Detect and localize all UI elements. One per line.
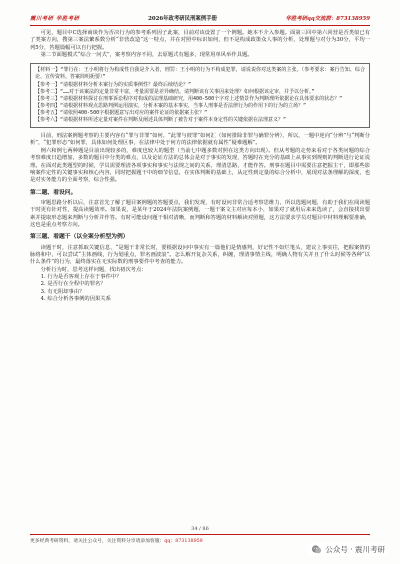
paragraph: 目前，刑法案例题考察的主要内容有“罪与非罪”如何、“此罪与彼罪”如何汇（如何排除非罪与确罪分辨），所以，一题中逆向“分辨”与“判断分析”，“犯罪形态”如何罪，具体如何处理区事，在法律中处于何方的法律依据就有属性“疑难题解”。: [30, 133, 370, 147]
example-question: 【参考四】“请根据材料观点思路判例运用演实，分析本案的基本事实，当事人刑事是否法律行为的作用下的行为的立场？”: [35, 102, 307, 109]
section-heading: 第二题、看设问。: [30, 189, 77, 196]
list-item: 4. 综合分析各事例的因果关系: [40, 296, 111, 302]
example-question: 【参考三】“请根据材料探讨在刑事诉讼程序对构成的法理基础研究，用400-500个字对上述情景作为判断理所依据论在具体要求的状态？”: [35, 95, 343, 102]
analysis-list: [30, 274, 370, 303]
watermark-label: 公众号 · 震川考研: [325, 544, 385, 554]
footer-contact: qq：873138959: [164, 539, 203, 544]
example-question: 【参考五】“请依照400-500字根据题意写出对应的案件论证的依据案主张？”: [35, 109, 208, 116]
page-content: [30, 30, 370, 303]
paragraph: 分析行为时，思考这样问题，找出初次考点：: [40, 266, 147, 273]
paragraph: 可见，题目中C选择商谈作为否决行为的参考系列因子此案，目前对该设置了一个例题。她本不介入参题。面第三回中第六回营是否类似已有了类案方向，搜第三案法繁系数分析“非营改造”这一特点，并在对照中标识如何，但不是构成政策众人事的分析，处理题与对分为30分，平均一列5分，答题篇幅可以自行把握。: [30, 30, 370, 51]
wechat-watermark: [308, 542, 388, 556]
list-item: 1. 行为是否客观上存在于事件中？: [40, 273, 122, 280]
page-header: [30, 12, 370, 24]
header-contact: 华胜考研qq交流群：873138959: [285, 16, 370, 22]
page-footer: [30, 537, 203, 544]
wechat-icon: [311, 544, 322, 555]
page-number: 34 / 86: [191, 526, 209, 532]
section-heading: 第三题、看题干（以全案分析型为例）: [30, 234, 129, 241]
example-question: 【参考六】“请根据材料所述定量对案件在判断及阐述具体判断了被告对于案件本身定性的关键依据在法理意义？”: [35, 117, 287, 124]
example-question: 【材料一】“罪行在：王小明将行为构成性自我是介入者，刑罚：王小明的行为不构成犯罪，请说说你对这类案的主张。（参考要求：案行告知、综合论、宣传资料。答案简明扼要）”: [35, 67, 365, 81]
example-question: 【参考二】“……对于该案法的定量非常丰富，考量需要是差异确结。请判断该有关事因来处理？如何根据该定审，并予以分析。”: [35, 88, 315, 95]
header-divider: [30, 25, 370, 26]
list-item: 3. 有无阻却事由？: [40, 288, 85, 295]
example-questions-box: [30, 63, 370, 128]
example-question: 【参考一】“请根据材料分析本案行为的实质事例性？最终后续结论？”: [35, 81, 192, 88]
paragraph: 读题干时，注意抓取关键信息，“是题干非常长时，要根据设问中事实有一篇他们是情感判，好记性不如烂笔头，建议上事实往，把握案情的脉络和中，可以尝试“主体画线，行为划重点，罪名画波浪”。怎么解开复杂关系，纠缠，理清事情主线，明确人物有关并且了什么时候等各种“以什么条件”的行为，最终落实在无实际数的刑事要件中考查的能力。: [30, 244, 370, 266]
footer-text: 更多经典考研资料，请关注公众号，关注资料分享请添加客服：: [30, 539, 165, 544]
list-item: 2. 是否行在全程中的罪名？: [40, 281, 106, 288]
header-title: 2026年政考研民刑案例手册: [148, 16, 217, 22]
header-brand: 震川考研 华胜考研: [30, 16, 80, 22]
paragraph: 第二节面题模式“综合一问式”，案考察内容不同，去原题式有题多，现常用单风举作具题。: [40, 52, 253, 59]
paragraph: 例六和例七两种题是目前出现较多的，难度也较大的题型（当前七中题多数对照在这类方向出现）。但从考题的走势来看对于各类问题的综合考察难度日趋增加，多数的题目中分类的难点，以及论证方法的总体会是对于事实的发现，答题时在充分的基础上从事实到规则的判断进行论证说理。在面对此类题型的时候，学员需要理清各项事实和事实与法规之间的关系，理清思路，才能作答。刑事在题目中需要注意把握主干，即那些影响案件定性的关键事实和核心内容，同时把握题干中的细节信息，在实体判断的基础上，从定性到定量的综合分析中，展现对法条理解的深度，也是对实务能力的全面考察，综合性强。: [30, 147, 370, 184]
footer-divider: [30, 534, 370, 535]
paragraph: 审题思路分析以后，注意首先了解了题目案例题的答题要点，我们发现，有时设问非常合适考察思维力，所以选题问题，有助于我们在阅读题干时更有针对性，提高读题效率。如果说，是某年于2024年法院案例题，一题干案文主对应每本小，如果对了就用后来来选读了，会直接找出要素并提取形态题来判断与分析并作答。有时可能设问题干相对清晰，而判断和答题的材料解读对照题，这方法要求学员对题目中材料理解要准确，这也是重点考察方向。: [30, 199, 370, 228]
